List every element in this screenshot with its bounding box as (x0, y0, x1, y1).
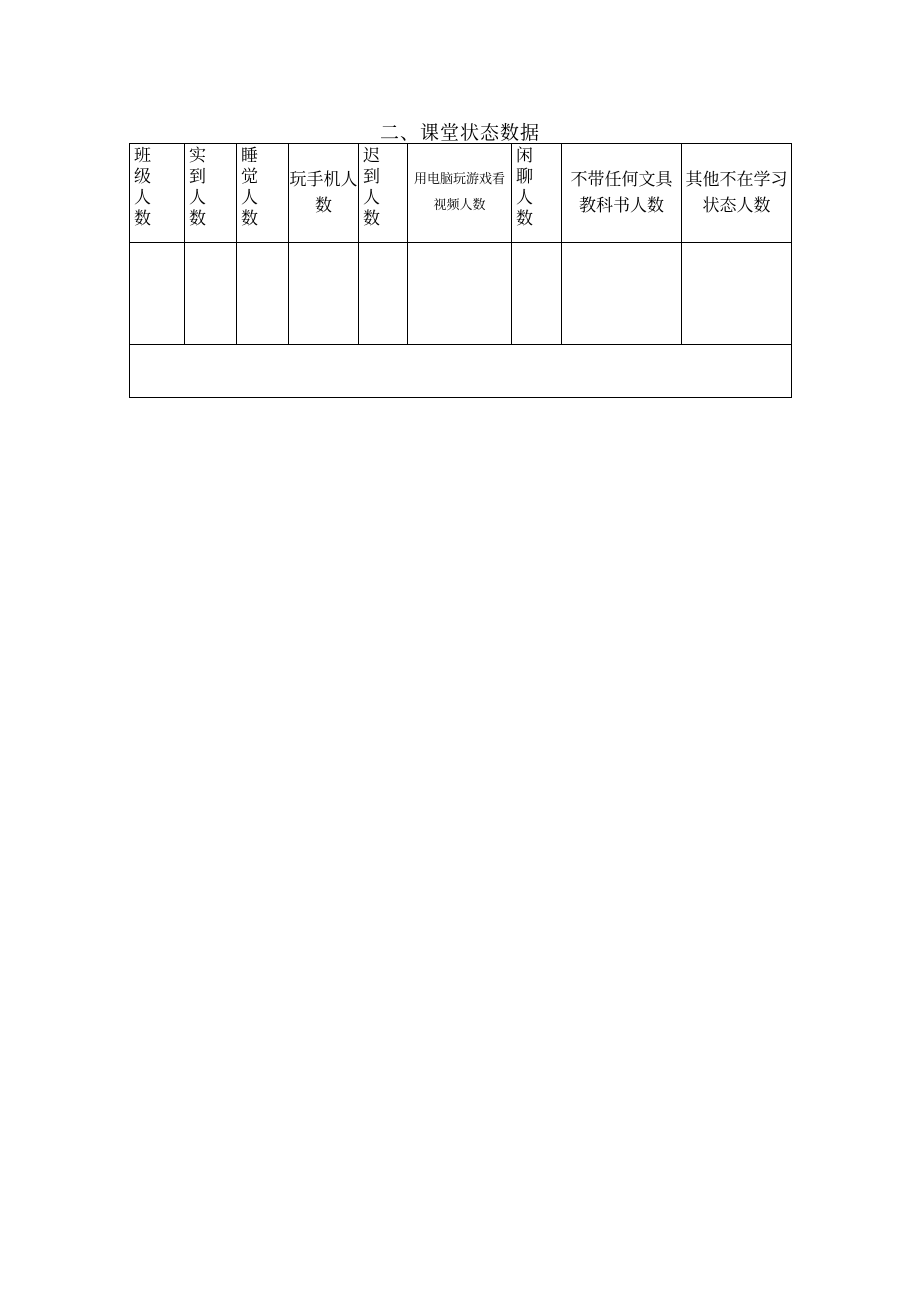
header-row (130, 144, 792, 243)
data-cell[interactable] (682, 243, 792, 345)
header-cell-present-count (185, 144, 237, 243)
header-label: 其他不在学习 状态人数 (685, 170, 788, 216)
header-label: 实 到 人 数 (189, 146, 206, 229)
header-cell-other-not-studying-count (682, 144, 792, 243)
data-cell[interactable] (185, 243, 237, 345)
data-cell[interactable] (237, 243, 289, 345)
header-cell-late-count (359, 144, 408, 243)
data-cell[interactable] (359, 243, 408, 345)
table-footer-row (130, 345, 792, 398)
header-cell-phone-count (289, 144, 359, 243)
table-row (130, 243, 792, 345)
data-cell[interactable] (289, 243, 359, 345)
header-label: 玩手机人 数 (289, 170, 358, 216)
data-cell[interactable] (130, 243, 185, 345)
footer-cell[interactable] (130, 345, 792, 398)
data-cell[interactable] (408, 243, 512, 345)
section-title: 二、课堂状态数据 (379, 122, 540, 144)
header-label: 用电脑玩游戏看 视频人数 (413, 172, 505, 213)
header-cell-class-count (130, 144, 185, 243)
header-cell-computer-games-count (408, 144, 512, 243)
header-label: 不带任何文具 教科书人数 (570, 170, 673, 216)
data-cell[interactable] (512, 243, 562, 345)
header-label: 闲 聊 人 数 (516, 146, 533, 229)
header-cell-no-supplies-count (562, 144, 682, 243)
header-label: 睡 觉 人 数 (241, 146, 258, 229)
data-cell[interactable] (562, 243, 682, 345)
header-cell-chatting-count (512, 144, 562, 243)
classroom-status-table (129, 143, 792, 398)
header-cell-sleeping-count (237, 144, 289, 243)
header-label: 迟 到 人 数 (363, 146, 380, 229)
header-label: 班 级 人 数 (134, 146, 151, 229)
